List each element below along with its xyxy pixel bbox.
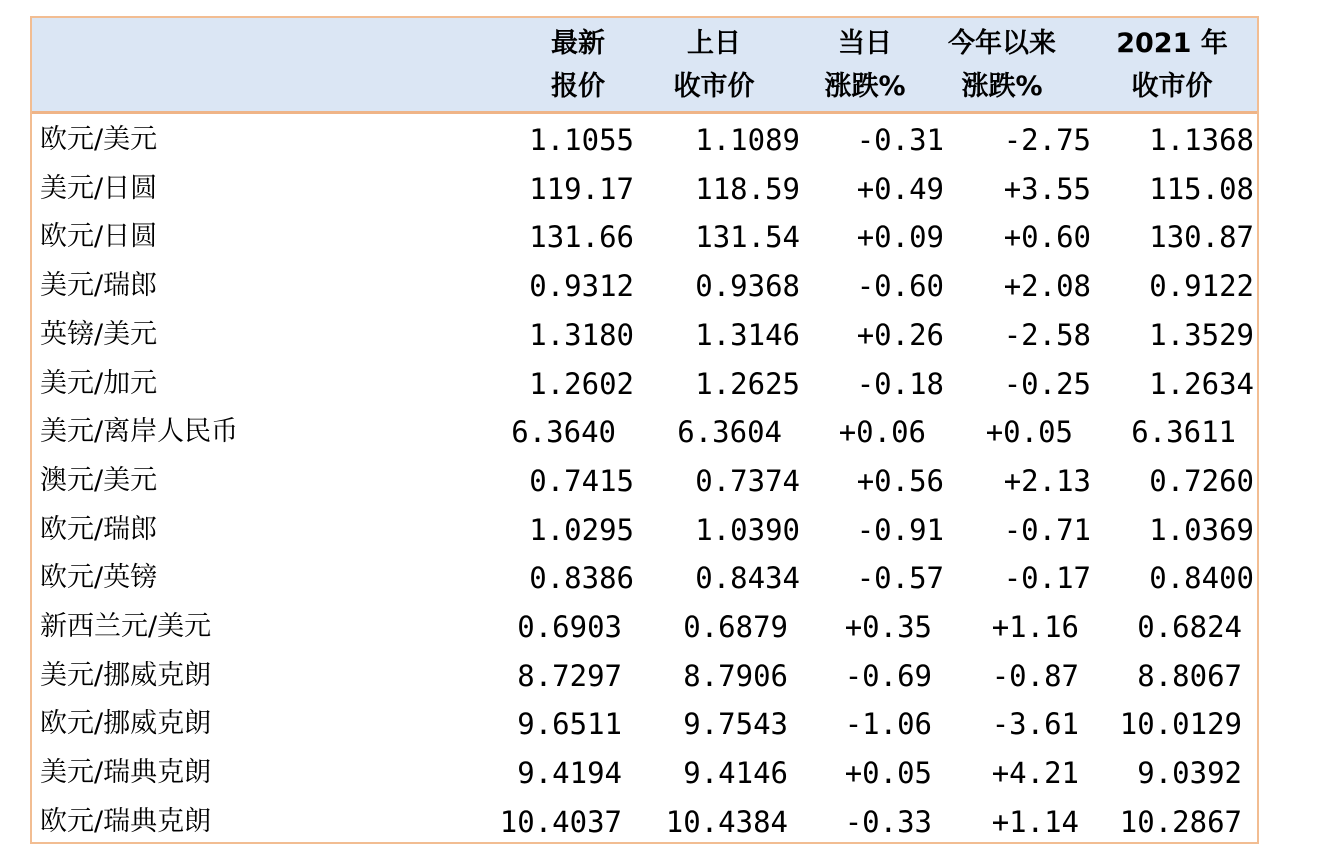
table-row [32,165,1257,214]
cell-pair: 美元/挪威克朗 [40,659,212,691]
table-row [32,116,1257,165]
cell-pair: 欧元/美元 [40,124,158,155]
cell-pair: 美元/瑞典克朗 [40,757,212,789]
cell-day-change: -1.06 [844,707,932,742]
cell-prev-close: 10.4384 [665,804,788,839]
cell-close-2021: 0.8400 [1149,561,1254,596]
cell-latest: 8.7297 [517,658,622,693]
table-row [32,798,1257,847]
table-row [32,213,1257,262]
cell-prev-close: 1.3146 [695,317,800,352]
cell-pair: 欧元/瑞郎 [40,513,158,545]
cell-day-change: +0.06 [838,415,926,450]
cell-prev-close: 0.9368 [695,269,800,304]
cell-close-2021: 8.8067 [1137,658,1242,693]
cell-latest: 1.2602 [529,366,634,401]
cell-pair: 欧元/瑞典克朗 [40,805,212,837]
cell-prev-close: 9.4146 [683,756,788,791]
cell-prev-close: 8.7906 [683,658,788,693]
cell-prev-close: 0.8434 [695,561,800,596]
cell-ytd-change: +1.16 [991,610,1079,644]
cell-ytd-change: +1.14 [991,804,1079,839]
cell-latest: 119.17 [529,171,634,206]
cell-day-change: -0.60 [856,269,944,304]
cell-ytd-change: +0.05 [985,415,1073,450]
cell-close-2021: 1.2634 [1149,366,1254,401]
cell-close-2021: 0.9122 [1149,269,1254,304]
cell-pair: 新西兰元/美元 [40,611,212,642]
cell-ytd-change: +0.60 [1003,220,1091,255]
cell-latest: 0.7415 [529,463,634,498]
header-day-change: 当日 涨跌% [824,28,906,102]
cell-pair: 美元/日圆 [40,172,158,204]
cell-close-2021: 6.3611 [1131,415,1236,450]
table-row [32,700,1257,749]
cell-day-change: -0.91 [856,512,944,547]
table-row [32,457,1257,506]
cell-pair: 英镑/美元 [40,318,158,350]
cell-ytd-change: +4.21 [991,756,1079,791]
cell-latest: 1.0295 [529,512,634,547]
cell-latest: 0.6903 [517,610,622,644]
cell-prev-close: 0.7374 [695,463,800,498]
cell-latest: 9.4194 [517,756,622,791]
cell-prev-close: 9.7543 [683,707,788,742]
cell-day-change: +0.26 [856,317,944,352]
cell-ytd-change: +2.13 [1003,463,1091,498]
cell-ytd-change: -0.17 [1003,561,1091,596]
cell-close-2021: 1.0369 [1149,512,1254,547]
cell-prev-close: 1.0390 [695,512,800,547]
header-prev-close: 上日 收市价 [673,28,755,102]
cell-prev-close: 6.3604 [677,415,782,450]
cell-prev-close: 0.6879 [683,610,788,644]
table-row [32,506,1257,555]
cell-day-change: +0.35 [844,610,932,644]
cell-ytd-change: -0.87 [991,658,1079,693]
cell-pair: 澳元/美元 [40,464,158,496]
cell-close-2021: 130.87 [1149,220,1254,255]
cell-latest: 6.3640 [511,415,616,450]
cell-ytd-change: +3.55 [1003,171,1091,206]
cell-pair: 美元/离岸人民币 [40,416,239,448]
cell-latest: 1.1055 [529,123,634,157]
cell-prev-close: 1.2625 [695,366,800,401]
cell-ytd-change: -2.75 [1003,123,1091,157]
cell-day-change: -0.31 [856,123,944,157]
cell-close-2021: 10.0129 [1119,707,1242,742]
table-row [32,408,1257,457]
table-row [32,554,1257,603]
cell-pair: 欧元/挪威克朗 [40,708,212,740]
cell-day-change: +0.09 [856,220,944,255]
header-close-2021: 2021 年 收市价 [1116,28,1228,102]
cell-latest: 0.8386 [529,561,634,596]
cell-close-2021: 0.6824 [1137,610,1242,644]
table-header [32,18,1257,114]
cell-day-change: +0.56 [856,463,944,498]
cell-day-change: +0.05 [844,756,932,791]
cell-pair: 美元/加元 [40,367,158,399]
table-row [32,360,1257,409]
cell-latest: 131.66 [529,220,634,255]
table-row [32,749,1257,798]
cell-day-change: -0.33 [844,804,932,839]
table-row [32,652,1257,701]
cell-prev-close: 118.59 [695,171,800,206]
cell-latest: 1.3180 [529,317,634,352]
fx-rates-table [30,16,1259,844]
cell-ytd-change: +2.08 [1003,269,1091,304]
cell-close-2021: 9.0392 [1137,756,1242,791]
table-row [32,262,1257,311]
cell-ytd-change: -0.25 [1003,366,1091,401]
cell-day-change: -0.69 [844,658,932,693]
cell-latest: 9.6511 [517,707,622,742]
cell-pair: 美元/瑞郎 [40,270,158,302]
cell-prev-close: 1.1089 [695,123,800,157]
cell-latest: 10.4037 [499,804,622,839]
cell-ytd-change: -3.61 [991,707,1079,742]
cell-latest: 0.9312 [529,269,634,304]
cell-close-2021: 10.2867 [1119,804,1242,839]
cell-day-change: -0.57 [856,561,944,596]
cell-close-2021: 1.1368 [1149,123,1254,157]
cell-prev-close: 131.54 [695,220,800,255]
cell-ytd-change: -0.71 [1003,512,1091,547]
cell-pair: 欧元/日圆 [40,221,158,253]
header-latest-price: 最新 报价 [551,28,605,102]
cell-close-2021: 115.08 [1149,171,1254,206]
cell-close-2021: 0.7260 [1149,463,1254,498]
header-ytd-change: 今年以来 涨跌% [948,28,1056,102]
cell-day-change: -0.18 [856,366,944,401]
table-row [32,311,1257,360]
cell-day-change: +0.49 [856,171,944,206]
cell-close-2021: 1.3529 [1149,317,1254,352]
cell-ytd-change: -2.58 [1003,317,1091,352]
cell-pair: 欧元/英镑 [40,562,158,594]
table-row [32,603,1257,652]
